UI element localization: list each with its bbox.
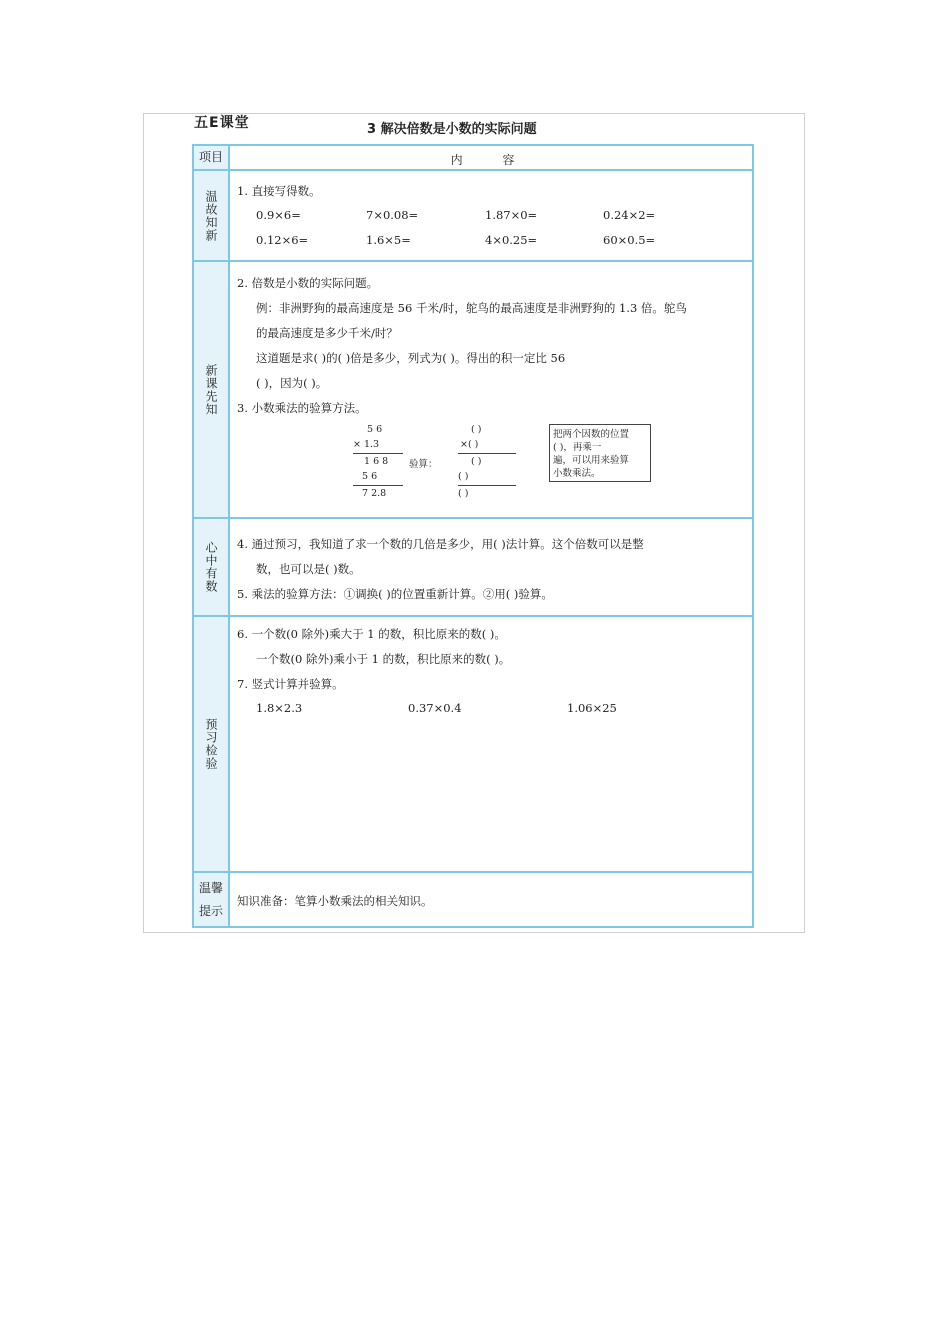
check-blank-2: ×( ) — [460, 439, 479, 450]
header-content-label: 内 容 — [450, 153, 533, 167]
q5-text: 5. 乘法的验算方法：①调换( )的位置重新计算。②用( )验算。 — [237, 587, 553, 601]
review-item: 0.12×6= — [256, 233, 309, 247]
calc-row-2: × 1.3 — [353, 439, 380, 450]
header-content-cell — [231, 146, 752, 169]
section-review — [194, 171, 752, 262]
q3-title: 3. 小数乘法的验算方法。 — [237, 401, 367, 415]
calc-row-4: 5 6 — [362, 471, 378, 482]
note-line-2: ( )，再乘一 — [553, 442, 602, 453]
header-project-label: 项目 — [198, 150, 223, 164]
q7-title: 7. 竖式计算并验算。 — [237, 677, 344, 691]
section-preview-label: 新课先知 — [204, 363, 218, 416]
section-heart-label: 心中有数 — [204, 541, 218, 593]
calc-divider-1 — [353, 453, 403, 454]
calc-row-3: 1 6 8 — [364, 456, 389, 467]
calc-row-1: 5 6 — [367, 424, 383, 435]
check-label: 验算： — [409, 459, 438, 470]
section-check-content — [231, 617, 752, 871]
section-tip-label-line-2: 提示 — [198, 903, 223, 918]
fill-line-1: 这道题是求( )的( )倍是多少，列式为( )。得出的积一定比 56 — [256, 351, 566, 365]
section-review-label: 温故知新 — [204, 189, 218, 242]
check-blank-1: ( ) — [471, 424, 482, 435]
section-heart — [194, 519, 752, 617]
check-item: 1.8×2.3 — [256, 701, 303, 715]
q4-line-2: 数，也可以是( )数。 — [256, 562, 361, 576]
q6-line-1: 6. 一个数(0 除外)乘大于 1 的数，积比原来的数( )。 — [237, 627, 506, 641]
section-tip-label-line-1: 温馨 — [198, 880, 223, 895]
check-item: 0.37×0.4 — [408, 701, 462, 715]
header-project-cell — [194, 146, 230, 169]
review-item: 60×0.5= — [603, 233, 656, 247]
check-divider-1 — [458, 453, 516, 454]
table-header-row — [194, 146, 752, 171]
page-title: 3 解决倍数是小数的实际问题 — [367, 122, 537, 137]
section-check — [194, 617, 752, 873]
brand-logo: 五E课堂 — [194, 115, 250, 131]
q6-line-2: 一个数(0 除外)乘小于 1 的数，积比原来的数( )。 — [256, 652, 511, 666]
q4-line-1: 4. 通过预习，我知道了求一个数的几倍是多少，用( )法计算。这个倍数可以是整 — [237, 537, 644, 551]
section-tip — [194, 873, 752, 926]
method-note-box — [549, 424, 651, 482]
check-divider-2 — [458, 485, 516, 486]
review-item: 0.9×6= — [256, 208, 301, 222]
check-item: 1.06×25 — [567, 701, 617, 715]
calc-divider-2 — [353, 485, 403, 486]
review-item: 0.24×2= — [603, 208, 656, 222]
fill-line-2: ( )，因为( )。 — [256, 376, 328, 390]
note-line-4: 小数乘法。 — [553, 468, 601, 479]
tip-text: 知识准备：笔算小数乘法的相关知识。 — [237, 894, 433, 908]
section-preview-label-cell — [194, 262, 230, 517]
q2-title: 2. 倍数是小数的实际问题。 — [237, 276, 379, 290]
section-heart-label-cell — [194, 519, 230, 615]
example-line-1: 例：非洲野狗的最高速度是 56 千米/时，鸵鸟的最高速度是非洲野狗的 1.3 倍。鸵鸟 — [256, 301, 687, 315]
note-line-3: 遍，可以用来验算 — [553, 455, 630, 466]
review-item: 4×0.25= — [485, 233, 538, 247]
example-line-2: 的最高速度是多少千米/时？ — [256, 326, 398, 340]
section-heart-content — [231, 519, 752, 615]
section-check-label: 预习检验 — [204, 718, 218, 770]
check-blank-3: ( ) — [471, 456, 482, 467]
section-review-content — [231, 171, 752, 260]
section-tip-label-cell — [194, 873, 230, 926]
worksheet-table — [192, 144, 754, 928]
section-preview-content — [231, 262, 752, 517]
section-tip-content — [231, 873, 752, 926]
q1-title: 1. 直接写得数。 — [237, 184, 321, 198]
review-item: 1.6×5= — [366, 233, 411, 247]
section-review-label-cell — [194, 171, 230, 260]
note-line-1: 把两个因数的位置 — [553, 429, 630, 440]
calc-row-5: 7 2.8 — [362, 488, 387, 499]
check-blank-5: ( ) — [458, 488, 469, 499]
review-item: 7×0.08= — [366, 208, 419, 222]
section-check-label-cell — [194, 617, 230, 871]
section-preview — [194, 262, 752, 519]
review-item: 1.87×0= — [485, 208, 538, 222]
check-blank-4: ( ) — [458, 471, 469, 482]
